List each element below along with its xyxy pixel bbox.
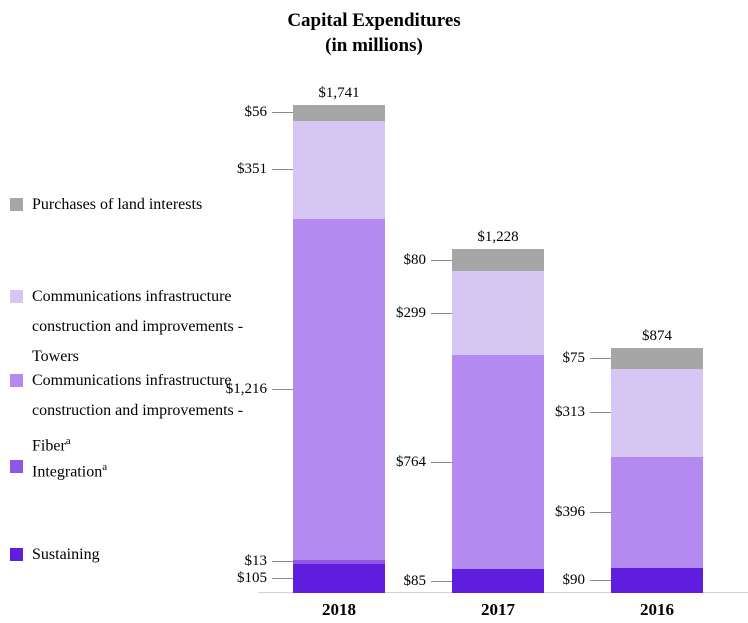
legend-item-land (10, 190, 202, 220)
bar-segment-2017-fiber (452, 355, 544, 569)
legend-swatch-integration (10, 460, 23, 473)
leader-line (431, 462, 452, 463)
x-axis-label-2018: 2018 (322, 600, 356, 619)
bar-segment-2016-towers (611, 369, 703, 457)
segment-value-label: $13 (244, 553, 267, 570)
segment-value-row (441, 503, 611, 521)
leader-line (272, 112, 293, 113)
segment-value-row (282, 453, 452, 471)
segment-value-label: $299 (396, 304, 426, 321)
footnote-marker: a (102, 461, 108, 473)
leader-line (431, 313, 452, 314)
legend-label-sustaining (32, 540, 100, 570)
segment-value-row (123, 381, 293, 399)
segment-value-label: $75 (562, 350, 585, 367)
segment-value-label: $90 (562, 571, 585, 588)
legend-label-line: Towers (32, 348, 79, 365)
bar-2016 (611, 348, 703, 593)
segment-value-row (282, 572, 452, 590)
segment-value-label: $1,216 (225, 381, 267, 397)
leader-line (590, 412, 611, 413)
bar-segment-2018-fiber (293, 219, 385, 560)
x-axis-label-2017: 2017 (481, 600, 515, 619)
chart-title (0, 8, 748, 58)
chart-title-line1: Capital Expenditures (287, 10, 461, 31)
total-label-2016: $874 (642, 328, 672, 345)
bar-segment-2016-interests (611, 348, 703, 369)
legend-item-towers (10, 282, 243, 372)
segment-value-label: $56 (244, 104, 267, 121)
legend-label-integration (32, 452, 107, 487)
bar-segment-2017-interests (452, 249, 544, 271)
segment-value-row (123, 553, 293, 571)
legend-label-line: construction and improvements - (32, 402, 244, 419)
segment-value-label: $351 (237, 161, 267, 178)
segment-value-row (441, 404, 611, 422)
legend-label-line: Sustaining (32, 546, 100, 563)
leader-line (590, 580, 611, 581)
leader-line (272, 561, 293, 562)
segment-value-label: $313 (555, 404, 585, 421)
legend-label-land (32, 190, 202, 220)
bar-segment-2016-fiber (611, 457, 703, 568)
segment-value-label: $105 (237, 569, 267, 586)
segment-value-row (282, 304, 452, 322)
legend-swatch-fiber (10, 374, 23, 387)
legend-label-line: Communications infrastructure (32, 372, 232, 389)
legend-label-line: Communications infrastructure (32, 288, 232, 305)
segment-value-label: $764 (396, 453, 426, 470)
segment-value-label: $396 (555, 503, 585, 520)
segment-value-row (123, 104, 293, 122)
bar-segment-2016-sustaining (611, 568, 703, 593)
total-label-2018: $1,741 (318, 85, 360, 101)
segment-value-row (282, 251, 452, 269)
segment-value-row (441, 350, 611, 368)
legend-label-line: Integration$^a$ (32, 461, 108, 481)
segment-value-row (441, 571, 611, 589)
leader-line (431, 260, 452, 261)
bar-segment-2017-towers (452, 271, 544, 355)
legend-swatch-towers (10, 290, 23, 303)
bar-2018 (293, 105, 385, 593)
legend-item-integration (10, 452, 107, 487)
leader-line (272, 169, 293, 170)
leader-line (590, 512, 611, 513)
x-axis-label-2016: 2016 (640, 600, 674, 619)
legend-label-towers (32, 282, 243, 372)
legend-item-sustaining (10, 540, 100, 570)
legend-label-line: construction and improvements - (32, 318, 244, 335)
leader-line (590, 358, 611, 359)
segment-value-label: $80 (403, 251, 426, 268)
bar-segment-2018-interests (293, 105, 385, 121)
segment-value-row (123, 569, 293, 587)
bar-segment-2018-towers (293, 121, 385, 219)
legend-label-line: Fiber$^a$ (32, 435, 71, 455)
legend-swatch-land (10, 198, 23, 211)
leader-line (272, 389, 293, 390)
segment-value-row (123, 161, 293, 179)
legend-label-line: Purchases of land interests (32, 196, 203, 213)
chart-title-line2: (in millions) (325, 35, 423, 56)
footnote-marker: a (65, 435, 71, 447)
segment-value-label: $85 (403, 572, 426, 589)
legend-swatch-sustaining (10, 548, 23, 561)
total-label-2017: $1,228 (477, 228, 519, 245)
